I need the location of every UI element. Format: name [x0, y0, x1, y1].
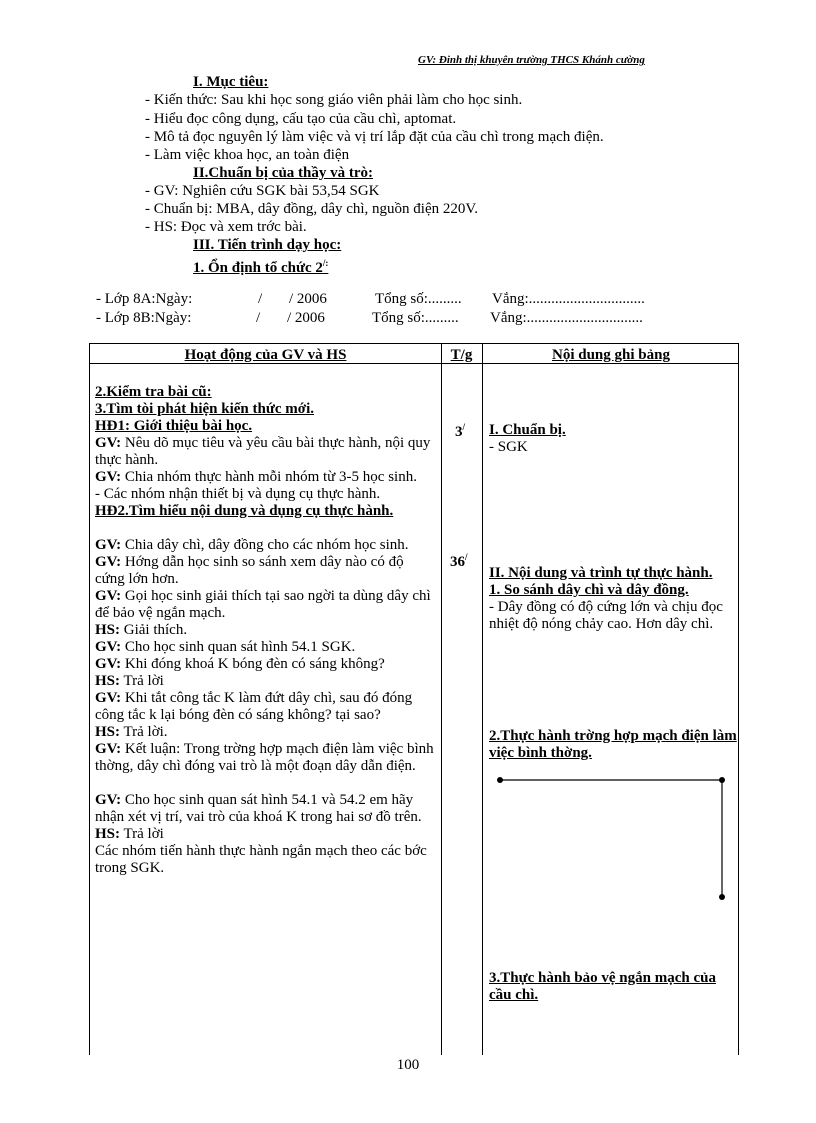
objective-line: - Làm việc khoa học, an toàn điện: [145, 147, 350, 163]
org-title: 1. Ổn định tổ chức 2/:: [193, 258, 329, 276]
prep-title: II.Chuẩn bị của thầy và trò:: [193, 165, 374, 181]
header-time: T/g: [450, 347, 473, 363]
header-activities: Hoạt động của GV và HS: [184, 347, 347, 363]
header-board-content: Nội dung ghi bảng: [552, 347, 670, 363]
prep-line: - GV: Nghiên cứu SGK bài 53,54 SGK: [145, 183, 380, 199]
objective-line: - Hiểu đọc công dụng, cấu tạo của cầu chì, aptomat.: [145, 111, 457, 127]
circuit-diagram: [496, 774, 726, 904]
board-content-section-4: 3.Thực hành bảo vệ ngắn mạch của cầu chì.: [489, 970, 716, 1003]
attendance-row-8b: - Lớp 8B:Ngày: / / 2006 Tổng số:......... Vắng:...............................: [96, 310, 643, 326]
objective-line: - Kiến thức: Sau khi học song giáo viên phải làm cho học sinh.: [145, 92, 523, 108]
page-header: GV: Đinh thị khuyên trường THCS Khánh cường: [418, 54, 645, 66]
attendance-row-8a: - Lớp 8A:Ngày: / / 2006 Tổng số:......... Vắng:...............................: [96, 291, 645, 307]
board-content-column: I. Chuẩn bị. - SGK: [489, 422, 566, 455]
process-title: III. Tiến trình dạy học:: [193, 237, 342, 253]
board-content-section-3: 2.Thực hành trờng hợp mạch điện làm việc bình thờng.: [489, 728, 737, 761]
prep-line: - HS: Đọc và xem trớc bài.: [145, 219, 307, 235]
page-number: 100: [396, 1057, 420, 1073]
time-3: 3/: [455, 422, 466, 440]
board-content-section-2: II. Nội dung và trình tự thực hành. 1. So sánh dây chì và dây đồng. - Dây đồng có độ cứng lớn và chịu đọc nhiệt độ nóng chảy cao. Hơn dây chì.: [489, 565, 723, 632]
circuit-node: [719, 777, 725, 783]
objectives-title: I. Mục tiêu:: [193, 74, 269, 90]
time-36: 36/: [450, 552, 468, 570]
activities-column: 2.Kiểm tra bài cũ: 3.Tìm tòi phát hiện kiến thức mới. HĐ1: Giới thiệu bài học. GV: Nêu dõ mục tiêu và yêu cầu bài thực hành, nội quy thực hành. GV: Chia nhóm thực hành mỗi nhóm từ 3-5 học sinh. - Các nhóm nhận thiết bị và dụng cụ thực hành. HĐ2.Tìm hiểu nội dung và dụng cụ thực hành. GV: Chia dây chì, dây đồng cho các nhóm học sinh. GV: Hớng dẫn học sinh so sánh xem dây nào có độ cứng lớn hơn. GV: Gọi học sinh giải thích tại sao ngời ta dùng dây chì để bảo vệ ngắn mạch. HS: Giải thích. GV: Cho học sinh quan sát hình 54.1 SGK. GV: Khi đóng khoá K bóng đèn có sáng không? HS: Trả lời GV: Khi tắt công tắc K làm đứt dây chì, sau đó đóng công tắc k lại bóng đèn có sáng không? tại sao? HS: Trả lời. GV: Kết luận: Trong trờng hợp mạch điện làm việc bình thờng, dây chì đóng vai trò là một đoạn dây dẫn điện. GV: Cho học sinh quan sát hình 54.1 và 54.2 em hãy nhận xét vị trí, vai trò của khoá K trong hai sơ đồ trên. HS: Trả lời Các nhóm tiến hành thực hành ngắn mạch theo các bớc trong SGK.: [95, 384, 434, 876]
circuit-node: [497, 777, 503, 783]
objective-line: - Mô tả đọc nguyên lý làm việc và vị trí lắp đặt của cầu chì trong mạch điện.: [145, 129, 604, 145]
prep-line: - Chuẩn bị: MBA, dây đồng, dây chì, nguồn điện 220V.: [145, 201, 479, 217]
lesson-table: [89, 343, 739, 1055]
column-divider: [441, 344, 442, 1055]
circuit-node: [719, 894, 725, 900]
column-divider: [482, 344, 483, 1055]
